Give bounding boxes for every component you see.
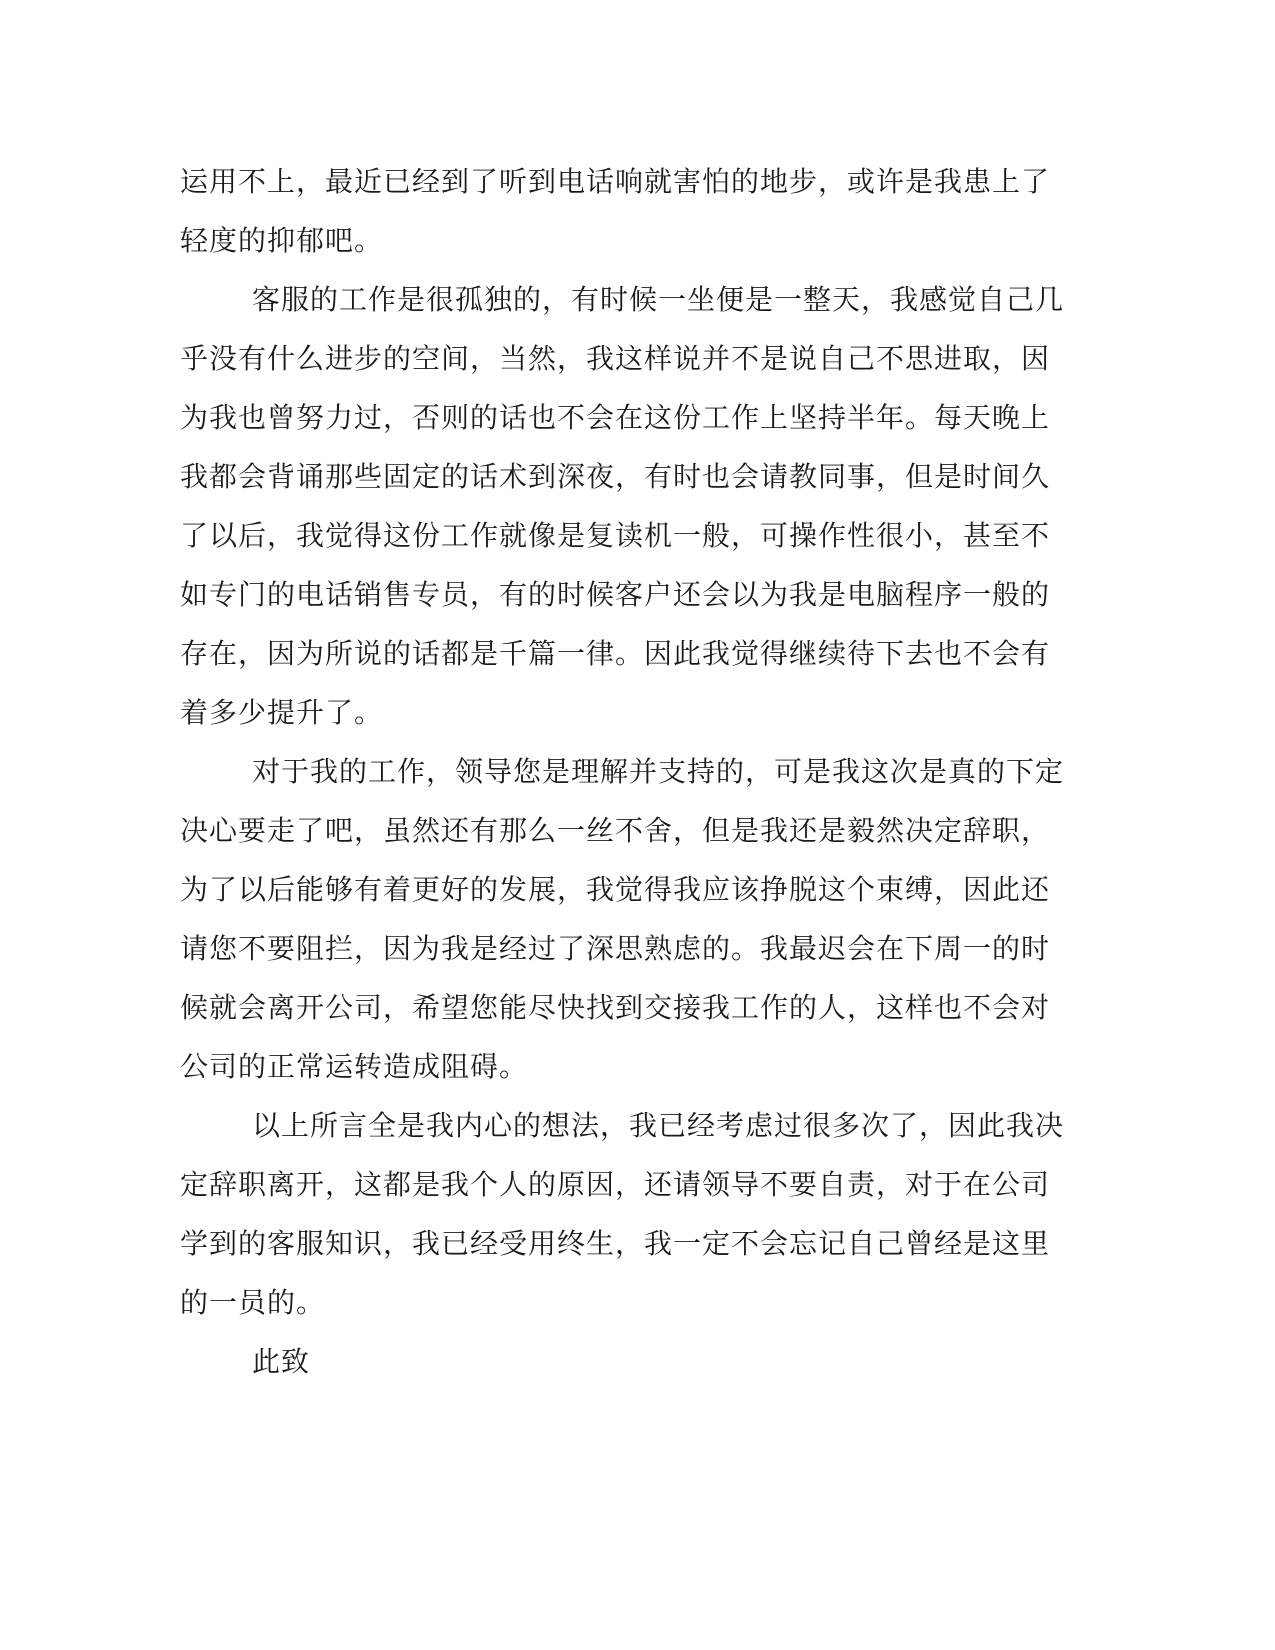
text-line: 为我也曾努力过，否则的话也不会在这份工作上坚持半年。每天晚上 bbox=[180, 401, 1051, 434]
text-line: 公司的正常运转造成阻碍。 bbox=[180, 1050, 529, 1083]
text-line: 存在，因为所说的话都是千篇一律。因此我觉得继续待下去也不会有 bbox=[180, 637, 1051, 670]
text-line: 运用不上，最近已经到了听到电话响就害怕的地步，或许是我患上了 bbox=[180, 165, 1051, 198]
text-line: 为了以后能够有着更好的发展，我觉得我应该挣脱这个束缚，因此还 bbox=[180, 873, 1051, 906]
text-line: 以上所言全是我内心的想法，我已经考虑过很多次了，因此我决 bbox=[252, 1109, 1065, 1142]
closing-salutation bbox=[180, 1332, 1040, 1391]
text-line: 候就会离开公司，希望您能尽快找到交接我工作的人，这样也不会对 bbox=[180, 991, 1051, 1024]
text-line: 客服的工作是很孤独的，有时候一坐便是一整天，我感觉自己几 bbox=[252, 283, 1065, 316]
text-line: 如专门的电话销售专员，有的时候客户还会以为我是电脑程序一般的 bbox=[180, 578, 1051, 611]
paragraph-1 bbox=[180, 152, 1051, 270]
text-line: 定辞职离开，这都是我个人的原因，还请领导不要自责，对于在公司 bbox=[180, 1168, 1051, 1201]
text-line: 决心要走了吧，虽然还有那么一丝不舍，但是我还是毅然决定辞职， bbox=[180, 814, 1051, 847]
paragraph-2 bbox=[180, 270, 1065, 742]
document-body bbox=[180, 152, 1065, 1391]
text-line: 乎没有什么进步的空间，当然，我这样说并不是说自己不思进取，因 bbox=[180, 342, 1051, 375]
text-line: 此致 bbox=[252, 1345, 311, 1378]
text-line: 请您不要阻拦，因为我是经过了深思熟虑的。我最迟会在下周一的时 bbox=[180, 932, 1051, 965]
text-line: 了以后，我觉得这份工作就像是复读机一般，可操作性很小，甚至不 bbox=[180, 519, 1051, 552]
text-line: 对于我的工作，领导您是理解并支持的，可是我这次是真的下定 bbox=[252, 755, 1065, 788]
text-line: 轻度的抑郁吧。 bbox=[180, 224, 384, 257]
text-line: 着多少提升了。 bbox=[180, 696, 384, 729]
paragraph-3 bbox=[180, 742, 1065, 1096]
text-line: 的一员的。 bbox=[180, 1286, 326, 1319]
text-line: 学到的客服知识，我已经受用终生，我一定不会忘记自己曾经是这里 bbox=[180, 1227, 1051, 1260]
text-line: 我都会背诵那些固定的话术到深夜，有时也会请教同事，但是时间久 bbox=[180, 460, 1051, 493]
paragraph-4 bbox=[180, 1096, 1065, 1332]
